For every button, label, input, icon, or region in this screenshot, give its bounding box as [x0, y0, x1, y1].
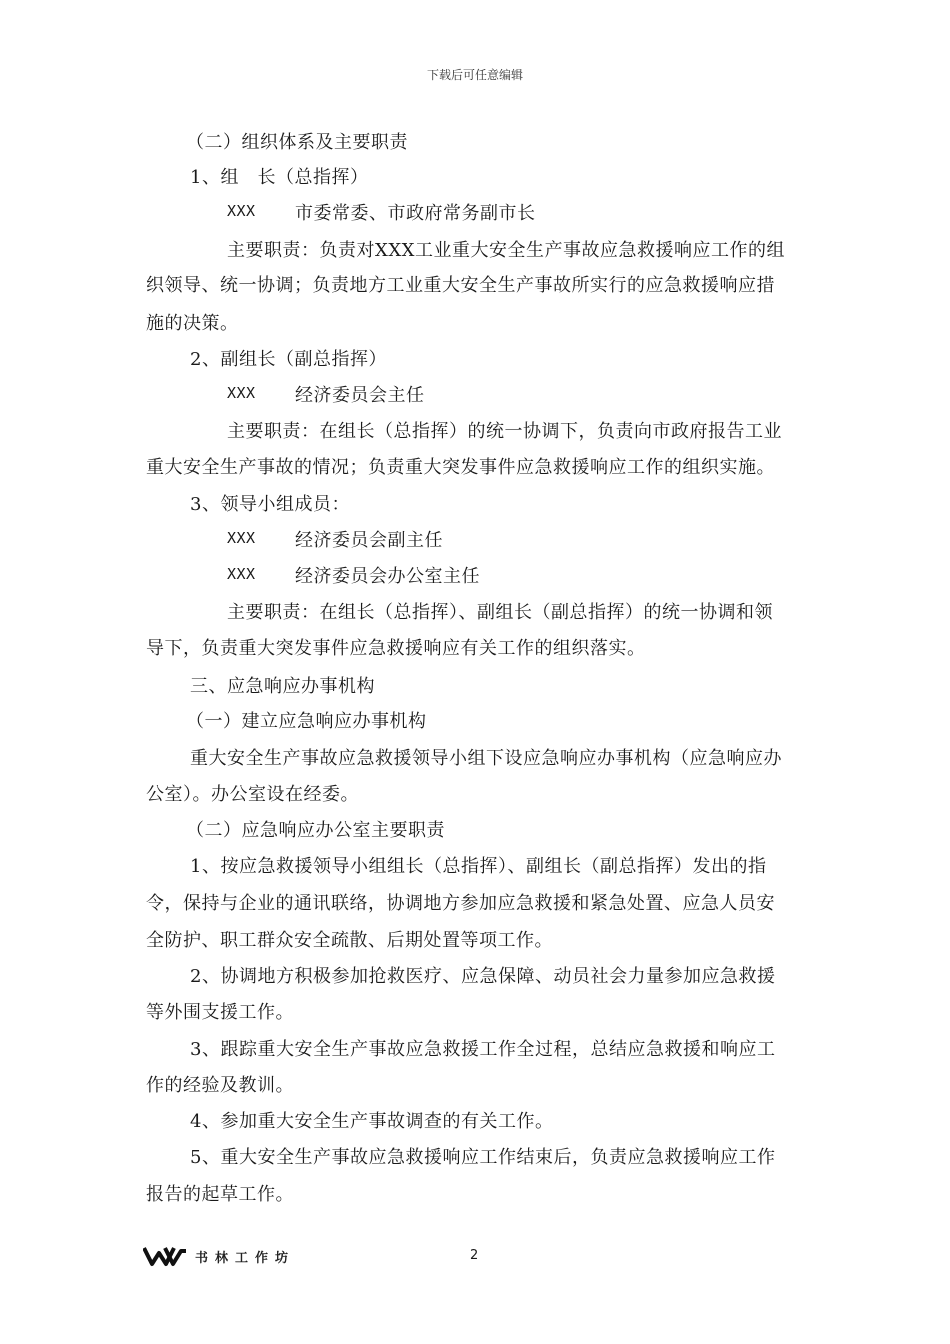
item-heading: 3、领导小组成员：	[190, 494, 350, 515]
paragraph-line: 3、跟踪重大安全生产事故应急救援工作全过程，总结应急救援和响应工	[190, 1039, 776, 1060]
paragraph-line: 重大安全生产事故应急救援领导小组下设应急响应办事机构（应急响应办	[190, 748, 782, 769]
paragraph-line: 导下，负责重大突发事件应急救援响应有关工作的组织落实。	[146, 638, 646, 659]
paragraph-line: 公室）。办公室设在经委。	[146, 784, 359, 805]
paragraph-line: 4、参加重大安全生产事故调查的有关工作。	[190, 1111, 554, 1132]
paragraph-line: 主要职责：在组长（总指挥）、副组长（副总指挥）的统一协调和领	[227, 602, 773, 623]
paragraph-line: 5、重大安全生产事故应急救援响应工作结束后，负责应急救援响应工作	[190, 1147, 776, 1168]
subsection-heading: （二）应急响应办公室主要职责	[186, 820, 445, 841]
section-heading: （二）组织体系及主要职责	[186, 132, 408, 153]
paragraph-line: 重大安全生产事故的情况；负责重大突发事件应急救援响应工作的组织实施。	[146, 457, 775, 478]
paragraph-line: 1、按应急救援领导小组组长（总指挥）、副组长（副总指挥）发出的指	[190, 856, 767, 877]
person-title: 市委常委、市政府常务副市长	[295, 203, 536, 224]
person-title: 经济委员会主任	[295, 385, 425, 406]
person-name: XXX	[227, 565, 256, 583]
paragraph-line: 报告的起草工作。	[146, 1184, 294, 1205]
paragraph-line: 作的经验及教训。	[146, 1075, 294, 1096]
section-heading: 三、应急响应办事机构	[190, 676, 375, 697]
person-name: XXX	[227, 384, 256, 402]
item-heading: 1、组 长（总指挥）	[190, 167, 369, 188]
logo-mark-icon	[143, 1245, 187, 1267]
footer-logo	[143, 1243, 295, 1269]
paragraph-line: 施的决策。	[146, 313, 239, 334]
paragraph-line: 织领导、统一协调；负责地方工业重大安全生产事故所实行的应急救援响应措	[146, 275, 775, 296]
person-title: 经济委员会副主任	[295, 530, 443, 551]
footer-brand: 书林工作坊	[195, 1250, 296, 1266]
page-number: 2	[470, 1248, 479, 1263]
paragraph-line: 令，保持与企业的通讯联络，协调地方参加应急救援和紧急处置、应急人员安	[146, 893, 775, 914]
paragraph-line: 主要职责：在组长（总指挥）的统一协调下，负责向市政府报告工业	[227, 421, 782, 442]
item-heading: 2、副组长（副总指挥）	[190, 349, 387, 370]
paragraph-line: 等外围支援工作。	[146, 1002, 294, 1023]
paragraph-line: 全防护、职工群众安全疏散、后期处置等项工作。	[146, 930, 553, 951]
paragraph-line: 2、协调地方积极参加抢救医疗、应急保障、动员社会力量参加应急救援	[190, 966, 776, 987]
page-header: 下载后可任意编辑	[426, 68, 523, 82]
person-title: 经济委员会办公室主任	[295, 566, 480, 587]
paragraph-line: 主要职责：负责对XXX工业重大安全生产事故应急救援响应工作的组	[227, 240, 785, 261]
subsection-heading: （一）建立应急响应办事机构	[186, 711, 427, 732]
person-name: XXX	[227, 529, 256, 547]
person-name: XXX	[227, 202, 256, 220]
